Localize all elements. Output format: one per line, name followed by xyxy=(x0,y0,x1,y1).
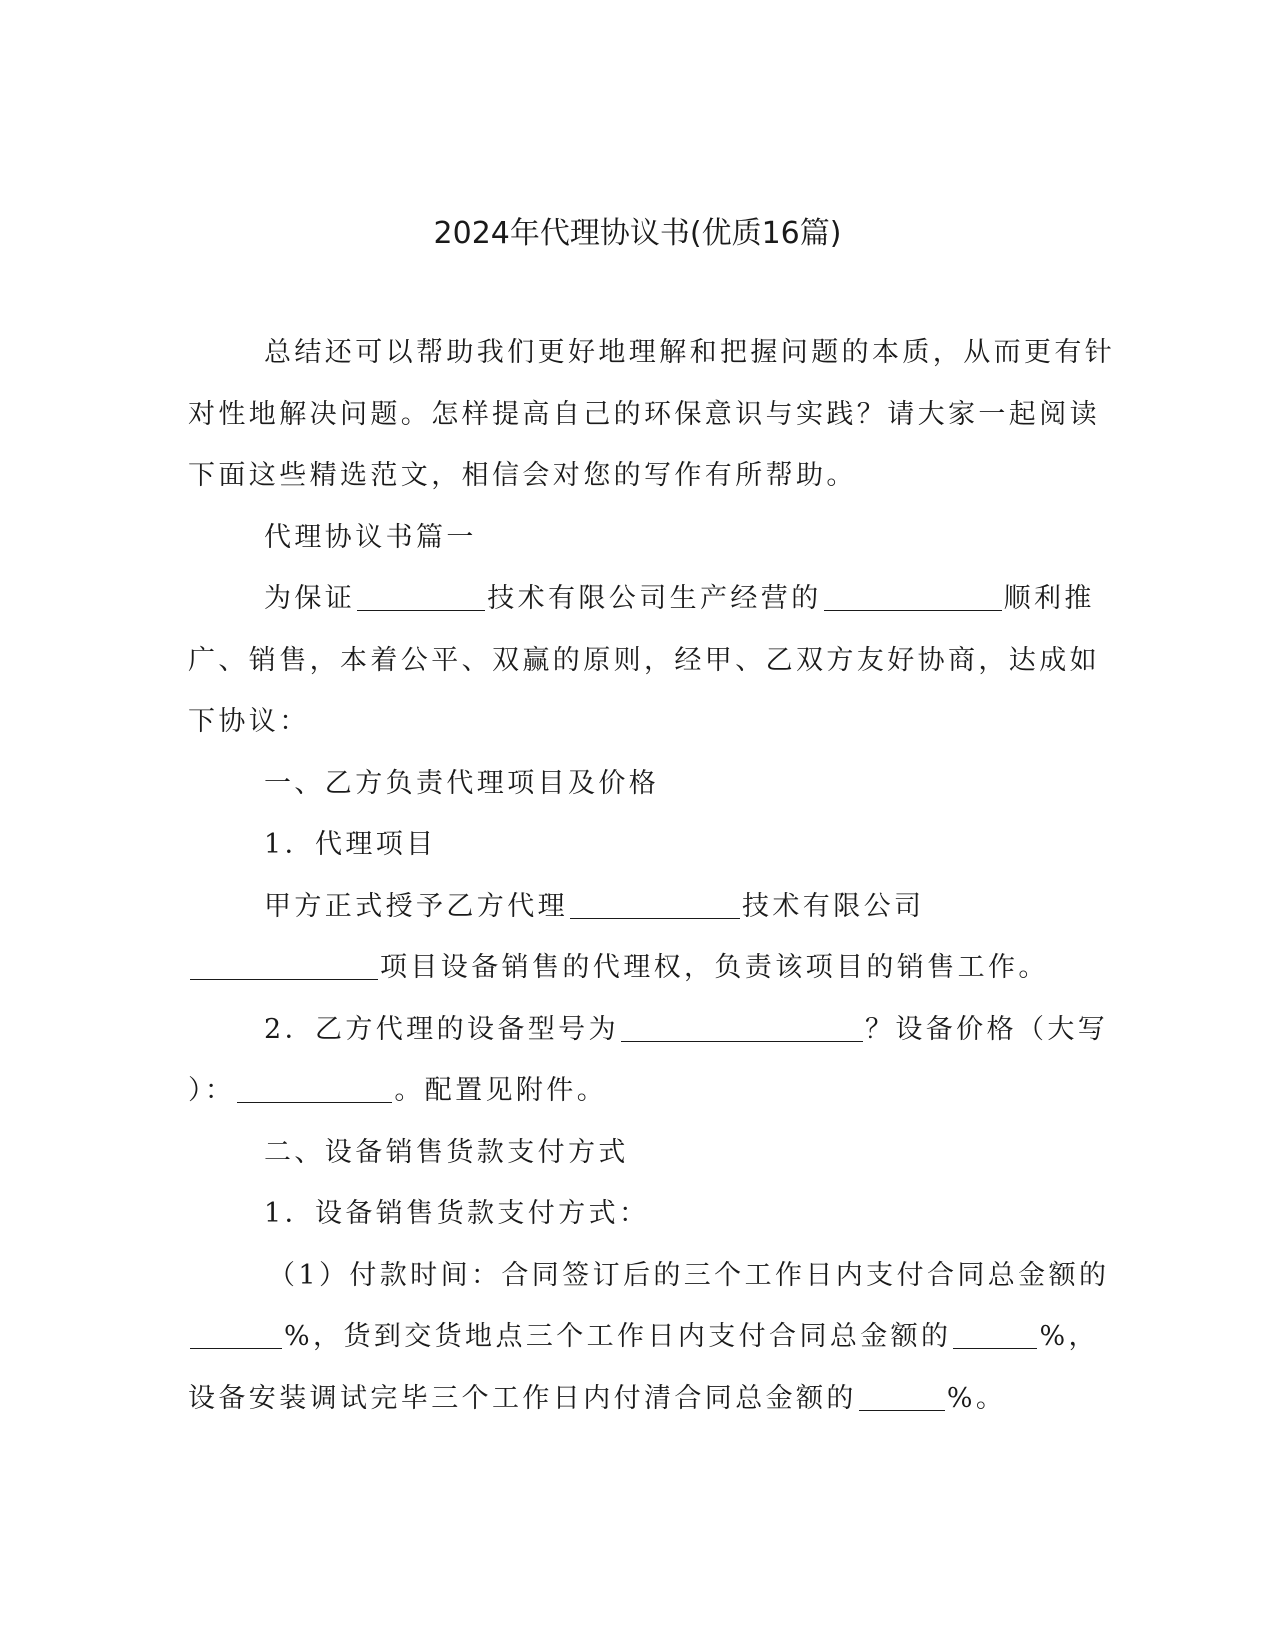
paragraph-line xyxy=(188,948,1088,1010)
paragraph-line xyxy=(188,579,1095,641)
document-body xyxy=(188,333,1116,1440)
fill-blank xyxy=(859,1380,945,1411)
subsection-title: 1．设备销售货款支付方式： xyxy=(264,1198,650,1229)
text-segment: （1）付款时间：合同签订后的三个工作日内支付合同总金额的 xyxy=(268,1259,1110,1291)
fill-blank xyxy=(953,1318,1037,1349)
subsection-title: 1．代理项目 xyxy=(264,829,437,860)
text-segment: %，货到交货地点三个工作日内支付合同总金额的 xyxy=(284,1321,952,1352)
text-segment: 甲方正式授予乙方代理 xyxy=(264,890,568,922)
fill-blank xyxy=(824,580,1002,611)
paragraph-line xyxy=(188,456,1088,518)
section-heading xyxy=(188,518,1088,580)
text-segment: 为保证 xyxy=(264,583,356,614)
fill-blank xyxy=(570,888,740,919)
text-segment: 。配置见附件。 xyxy=(394,1075,608,1106)
text-segment: ）： xyxy=(188,1075,236,1106)
paragraph-line xyxy=(188,1317,1099,1379)
paragraph-line xyxy=(188,1256,1110,1318)
paragraph-line xyxy=(188,887,1088,949)
fill-blank xyxy=(237,1072,392,1103)
paragraph-line xyxy=(188,641,1100,703)
text-segment: 顺利推 xyxy=(1003,583,1095,614)
section-heading xyxy=(188,1133,1088,1195)
intro-line-1: 总结还可以帮助我们更好地理解和把握问题的本质，从而更有针 xyxy=(264,337,1116,368)
section-title: 二、设备销售货款支付方式 xyxy=(264,1136,629,1168)
document-title: 2024年代理协议书(优质16篇) xyxy=(433,216,842,251)
subsection-heading xyxy=(188,825,1088,887)
paragraph-line xyxy=(188,333,1116,395)
section-title: 一、乙方负责代理项目及价格 xyxy=(264,767,660,799)
text-segment: 设备安装调试完毕三个工作日内付清合同总金额的 xyxy=(188,1382,857,1414)
paragraph-line xyxy=(188,1379,1088,1441)
chapter-heading: 代理协议书篇一 xyxy=(264,521,477,553)
text-segment: %。 xyxy=(946,1382,1007,1414)
intro-line-2: 对性地解决问题。怎样提高自己的环保意识与实践？请大家一起阅读 xyxy=(188,398,1100,430)
paragraph-line xyxy=(188,702,1088,764)
text-segment: 2．乙方代理的设备型号为 xyxy=(264,1013,619,1045)
text-segment: 项目设备销售的代理权，负责该项目的销售工作。 xyxy=(380,952,1049,983)
paragraph-line xyxy=(188,1071,1088,1133)
text-segment: 广、销售，本着公平、双赢的原则，经甲、乙双方友好协商，达成如 xyxy=(188,644,1100,676)
fill-blank xyxy=(357,580,485,611)
fill-blank xyxy=(621,1011,863,1042)
text-segment: 技术有限公司 xyxy=(742,890,925,922)
paragraph-line xyxy=(188,1010,1109,1072)
text-segment: %， xyxy=(1039,1321,1099,1352)
paragraph-line xyxy=(188,395,1100,457)
text-segment: 技术有限公司生产经营的 xyxy=(487,583,822,614)
text-segment: ？设备价格（大写 xyxy=(864,1013,1109,1045)
text-segment: 下协议： xyxy=(188,706,310,737)
fill-blank xyxy=(190,949,378,980)
section-heading xyxy=(188,764,1088,826)
intro-line-3: 下面这些精选范文，相信会对您的写作有所帮助。 xyxy=(188,460,857,491)
fill-blank xyxy=(190,1318,282,1349)
subsection-heading xyxy=(188,1194,1088,1256)
